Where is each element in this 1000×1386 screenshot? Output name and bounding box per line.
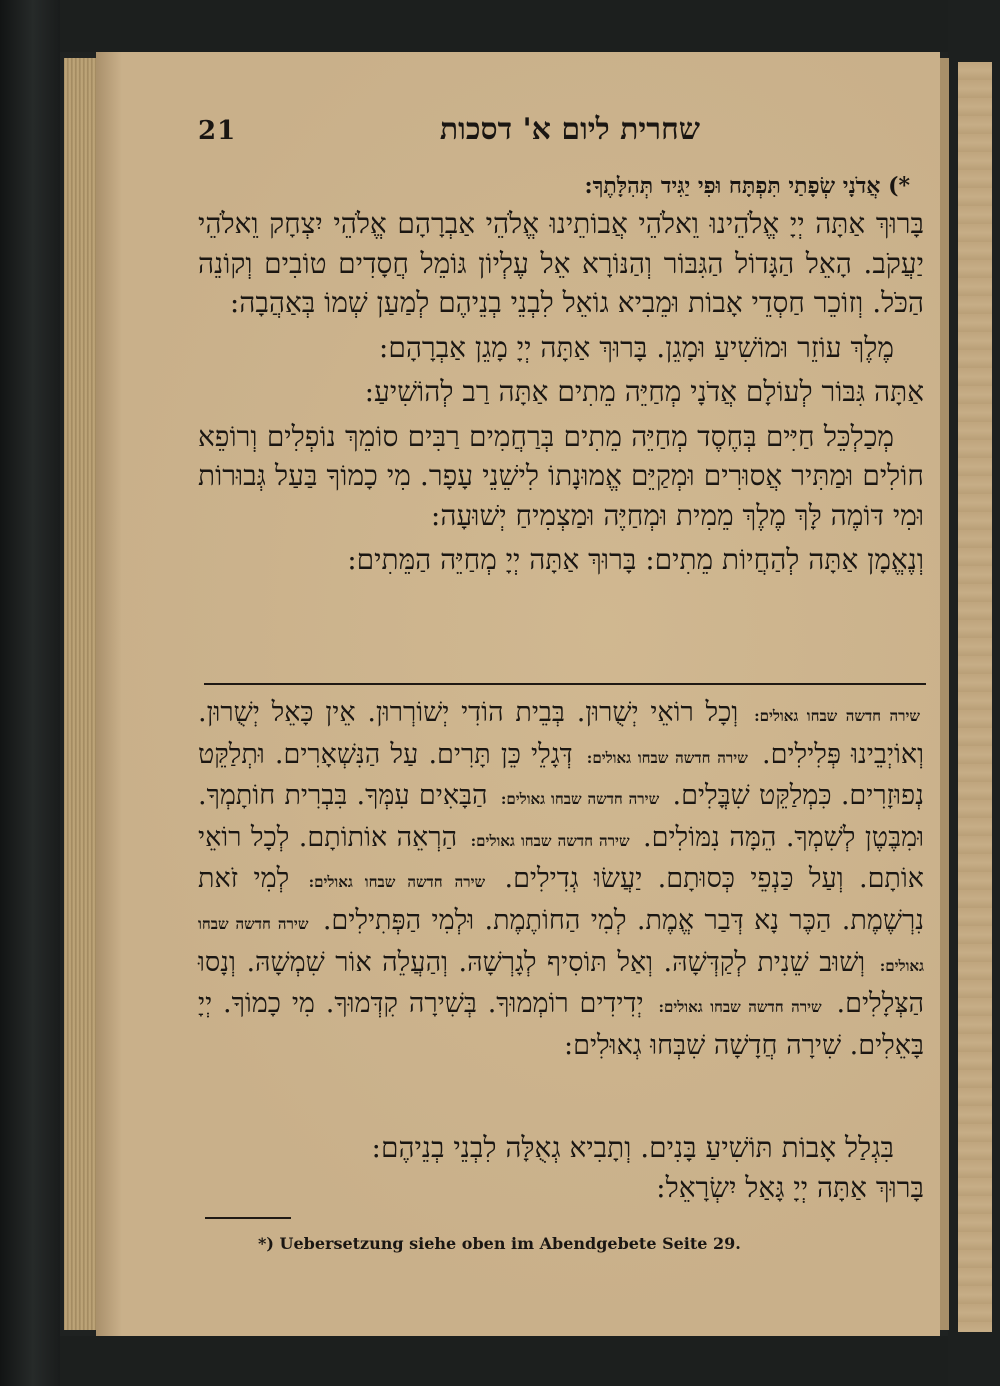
piyyut-rubric: שירה חדשה שבחו גאולים: bbox=[198, 914, 924, 975]
footnote-rule bbox=[205, 1217, 291, 1219]
piyyut-segment: וְכָל רוֹאֵי יְשֻׁרוּן. בְּבֵית הוֹדִי יְשׁוֹרְרוּן. אֵין כָּאֵל יְשֻׁרוּן. וְאוֹיְבֵינוּ פְּלִילִים. bbox=[198, 697, 924, 770]
paragraph-gibor: אַתָּה גִּבּוֹר לְעוֹלָם אֲדֹנָי מְחַיֵּה מֵתִים אַתָּה רַב לְהוֹשִׁיעַ: bbox=[364, 375, 924, 408]
page-number: 21 bbox=[198, 116, 237, 146]
section-divider bbox=[204, 683, 926, 685]
paragraph-mechalkel: מְכַלְכֵּל חַיִּים בְּחֶסֶד מְחַיֵּה מֵתִים בְּרַחֲמִים רַבִּים סוֹמֵךְ נוֹפְלִים וְרוֹפֵא חוֹלִים וּמַתִּיר אֲסוּרִים וּמְקַיֵּם אֱמוּנָתוֹ לִישֵׁנֵי עָפָר. מִי כָמוֹךָ בַּעַל גְּבוּרוֹת וּמִי דּוֹמֶה לָּךְ מֶלֶךְ מֵמִית וּמְחַיֶּה וּמַצְמִיחַ יְשׁוּעָה: bbox=[198, 419, 924, 532]
cover-top bbox=[0, 0, 1000, 52]
piyyut-rubric: שירה חדשה שבחו גאולים: bbox=[308, 873, 486, 892]
intro-verse: *) אֲדֹנָי שְׂפָתַי תִּפְתָּח וּפִי יַגִּיד תְּהִלָּתֶךָ: bbox=[584, 173, 910, 199]
piyyut-segment: יְדִידִים רוֹמְמוּךָ. בְּשִׁירָה קִדְּמוּךָ. מִי כָמוֹךָ. יְיָ בָּאֵלִים. שִׁירָה חֲדָשָׁה שִׁבְּחוּ גְאוּלִים: bbox=[198, 988, 924, 1061]
paragraph-neeman: וְנֶאֱמָן אַתָּה לְהַחֲיוֹת מֵתִים: בָּרוּךְ אַתָּה יְיָ מְחַיֵּה הַמֵּתִים: bbox=[347, 543, 924, 576]
piyyut-segment: דְּגָלֵי כֵּן תָּרִים. עַל הַנִּשְׁאָרִים. וּתְלַקֵּט נְפוּזָרִים. כִּמְלַקֵּט שִׁבֳּלִים. bbox=[198, 738, 924, 812]
piyyut-rubric: שירה חדשה שבחו גאולים: bbox=[586, 748, 748, 767]
closing-line: בָּרוּךְ אַתָּה יְיָ גָּאַל יִשְׂרָאֵל: bbox=[656, 1170, 924, 1204]
piyyut-rubric: שירה חדשה שבחו גאולים: bbox=[754, 707, 921, 725]
amidah-main-text bbox=[198, 168, 924, 585]
piyyut-rubric: שירה חדשה שבחו גאולים: bbox=[658, 998, 822, 1017]
piyyut-segment: לְמִי זֹאת נִרְשֶׁמֶת. הַכֶּר נָא דְּבַר אֱמֶת. לְמִי הַחוֹתֶמֶת. וּלְמִי הַפְּתִילִים. bbox=[198, 863, 924, 936]
paragraph-magen: מֶלֶךְ עוֹזֵר וּמוֹשִׁיעַ וּמָגֵן. בָּרוּךְ אַתָּה יְיָ מָגֵן אַבְרָהָם: bbox=[378, 330, 894, 364]
piyyut-segment: וְשׁוּב שֵׁנִית לְקַדְּשָׁהּ. וְאַל תּוֹסִיף לְגָרְשָׁהּ. וְהַעֲלֵה אוֹר שִׁמְשָׁהּ. וְנָסוּ הַצְּלָלִים. bbox=[198, 946, 924, 1020]
closing-blessing bbox=[198, 1128, 924, 1207]
cover-bottom bbox=[0, 1336, 1000, 1386]
piyyut-rubric: שירה חדשה שבחו גאולים: bbox=[500, 790, 660, 809]
book-cover-edge bbox=[0, 0, 60, 1386]
running-head: שחרית ליום א' דסכות bbox=[439, 112, 700, 147]
paragraph-avot: בָּרוּךְ אַתָּה יְיָ אֱלֹהֵינוּ וֵאלֹהֵי אֲבוֹתֵינוּ אֱלֹהֵי אַבְרָהָם אֱלֹהֵי יִצְחָק וֵאלֹהֵי יַעֲקֹב. הָאֵל הַגָּדוֹל הַגִּבּוֹר וְהַנּוֹרָא אֵל עֶלְיוֹן גּוֹמֵל חֲסָדִים טוֹבִים וְקוֹנֵה הַכֹּל. וְזוֹכֵר חַסְדֵי אָבוֹת וּמֵבִיא גוֹאֵל לִבְנֵי בְנֵיהֶם לְמַעַן שְׁמוֹ בְּאַהֲבָה: bbox=[198, 207, 924, 319]
piyyut-segment: הַבָּאִים עִמְּךָ. בִּבְרִית חוֹתָמְךָ. וּמִבֶּטֶן לְשִׁמְךָ. הֵמָּה נִמּוֹלִים. bbox=[198, 780, 924, 853]
piyyut-section bbox=[198, 694, 924, 1064]
piyyut-rubric: שירה חדשה שבחו גאולים: bbox=[470, 831, 630, 850]
facing-page-edge bbox=[958, 62, 992, 1332]
book-gutter bbox=[940, 58, 949, 1330]
closing-line: בִּגְלַל אָבוֹת תּוֹשִׁיעַ בָּנִים. וְתָבִיא גְאֻלָּה לִבְנֵי בְנֵיהֶם: bbox=[371, 1131, 894, 1164]
piyyut-segment: הַרְאֵה אוֹתוֹתָם. לְכָל רוֹאֵי אוֹתָם. וְעַל כַּנְפֵי כְּסוּתָם. יַעֲשׂוּ גְדִילִים. bbox=[198, 821, 924, 895]
page-stack-edges bbox=[64, 58, 98, 1330]
footnote: *) Uebersetzung siehe oben im Abendgebete Seite 29. bbox=[258, 1234, 741, 1253]
